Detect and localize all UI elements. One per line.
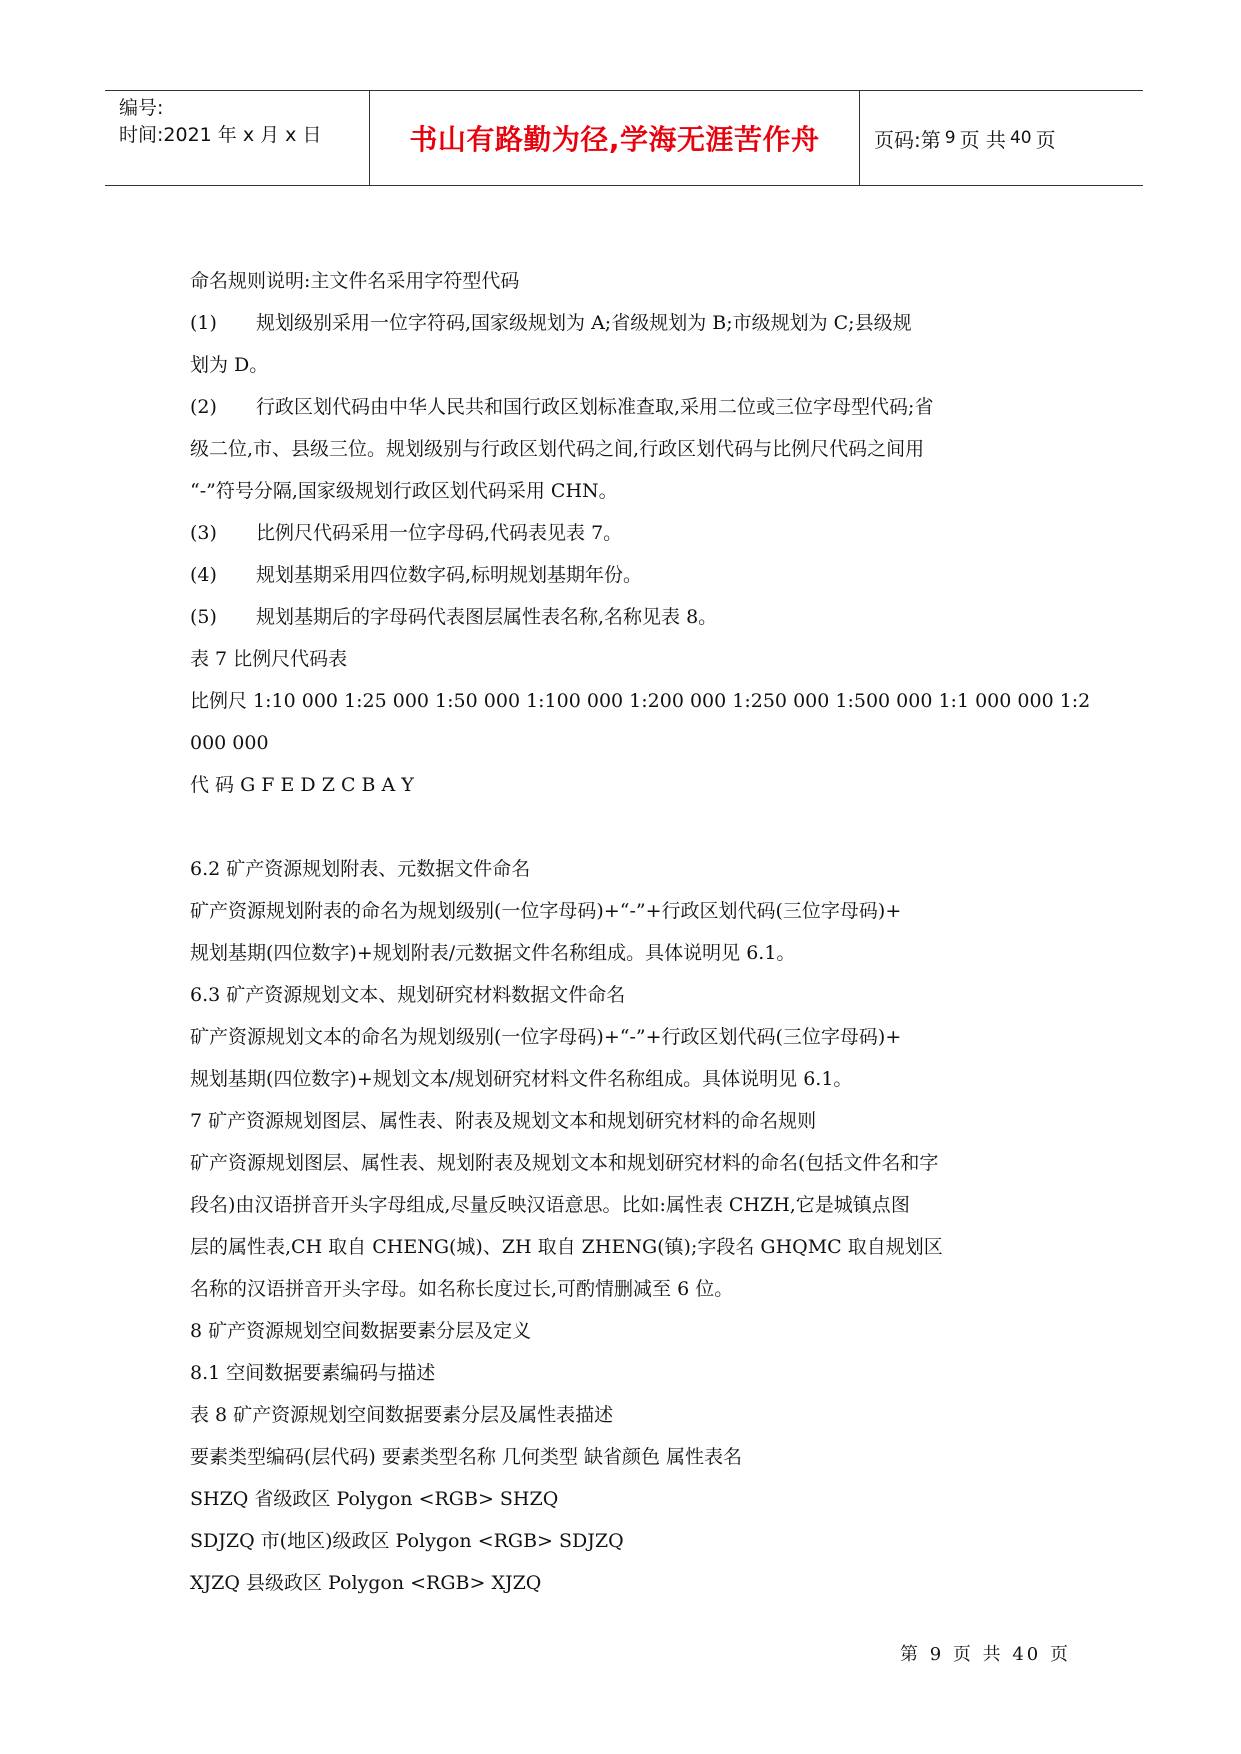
section-6-3-text: 矿产资源规划文本的命名为规划级别(一位字母码)+“-”+行政区划代码(三位字母码)+	[190, 1026, 902, 1048]
table8-row: XJZQ 县级政区 Polygon <RGB> XJZQ	[190, 1572, 542, 1594]
code-row: 代 码 G F E D Z C B A Y	[190, 774, 414, 796]
page-mid: 页 共	[959, 127, 1006, 152]
section-7-text: 名称的汉语拼音开头字母。如名称长度过长,可酌情删减至 6 位。	[190, 1278, 734, 1300]
section-6-2-text: 矿产资源规划附表的命名为规划级别(一位字母码)+“-”+行政区划代码(三位字母码)+	[190, 900, 902, 922]
rule-item-5	[190, 596, 1060, 638]
table8-title: 表 8 矿产资源规划空间数据要素分层及属性表描述	[190, 1404, 614, 1426]
section-7-text: 段名)由汉语拼音开头字母组成,尽量反映汉语意思。比如:属性表 CHZH,它是城镇点图	[190, 1194, 910, 1216]
section-8-1-title: 8.1 空间数据要素编码与描述	[190, 1362, 436, 1384]
scale-row: 比例尺 1:10 000 1:25 000 1:50 000 1:100 000 1:200 000 1:250 000 1:500 000 1:1 000 000 1:2	[190, 690, 1091, 712]
number-label: 编号:	[119, 97, 164, 119]
item-text: 规划级别采用一位字符码,国家级规划为 A;省级规划为 B;市级规划为 C;县级规	[256, 312, 912, 334]
document-body	[190, 260, 1091, 1604]
page-suffix: 页	[1035, 127, 1056, 152]
section-6-2-title: 6.2 矿产资源规划附表、元数据文件命名	[190, 858, 531, 880]
section-8-title: 8 矿产资源规划空间数据要素分层及定义	[190, 1320, 532, 1342]
rule-item-2	[190, 386, 1060, 428]
scale-row-cont: 000 000	[190, 732, 269, 754]
header-page-info	[860, 91, 1143, 185]
item-text: 比例尺代码采用一位字母码,代码表见表 7。	[256, 522, 623, 544]
item-number: (1)	[190, 312, 217, 334]
page-header	[105, 90, 1143, 186]
table8-row: SDJZQ 市(地区)级政区 Polygon <RGB> SDJZQ	[190, 1530, 624, 1552]
page-prefix: 页码:第	[874, 127, 941, 152]
naming-intro: 命名规则说明:主文件名采用字符型代码	[190, 270, 520, 292]
item-text: 规划基期后的字母码代表图层属性表名称,名称见表 8。	[256, 606, 718, 628]
item-text: 行政区划代码由中华人民共和国行政区划标准查取,采用二位或三位字母型代码;省	[256, 396, 934, 418]
section-7-text: 矿产资源规划图层、属性表、规划附表及规划文本和规划研究材料的命名(包括文件名和字	[190, 1152, 939, 1174]
page-total: 40	[1009, 128, 1032, 148]
table8-header: 要素类型编码(层代码) 要素类型名称 几何类型 缺省颜色 属性表名	[190, 1446, 742, 1468]
item-number: (5)	[190, 606, 217, 628]
header-meta	[105, 91, 370, 185]
rule-item-4	[190, 554, 1060, 596]
section-7-title: 7 矿产资源规划图层、属性表、附表及规划文本和规划研究材料的命名规则	[190, 1110, 817, 1132]
section-7-text: 层的属性表,CH 取自 CHENG(城)、ZH 取自 ZHENG(镇);字段名 GHQMC 取自规划区	[190, 1236, 943, 1258]
section-6-2-text: 规划基期(四位数字)+规划附表/元数据文件名称组成。具体说明见 6.1。	[190, 942, 796, 964]
rule-item-3	[190, 512, 1060, 554]
spacer	[190, 806, 1060, 848]
time-label: 时间:2021 年 x 月 x 日	[119, 124, 322, 146]
header-motto: 书山有路勤为径,学海无涯苦作舟	[370, 91, 860, 185]
table7-title: 表 7 比例尺代码表	[190, 648, 348, 670]
section-6-3-title: 6.3 矿产资源规划文本、规划研究材料数据文件命名	[190, 984, 626, 1006]
page-footer: 第 9 页 共 40 页	[900, 1644, 1071, 1665]
rule-item-2-cont: 级二位,市、县级三位。规划级别与行政区划代码之间,行政区划代码与比例尺代码之间用	[190, 438, 925, 460]
table8-row: SHZQ 省级政区 Polygon <RGB> SHZQ	[190, 1488, 559, 1510]
rule-item-1	[190, 302, 1060, 344]
item-number: (2)	[190, 396, 217, 418]
item-number: (3)	[190, 522, 217, 544]
item-number: (4)	[190, 564, 217, 586]
section-6-3-text: 规划基期(四位数字)+规划文本/规划研究材料文件名称组成。具体说明见 6.1。	[190, 1068, 853, 1090]
item-text: 规划基期采用四位数字码,标明规划基期年份。	[256, 564, 643, 586]
rule-item-2-cont: “-”符号分隔,国家级规划行政区划代码采用 CHN。	[190, 480, 618, 502]
page-number: 9	[944, 128, 956, 148]
rule-item-1-cont: 划为 D。	[190, 354, 269, 376]
